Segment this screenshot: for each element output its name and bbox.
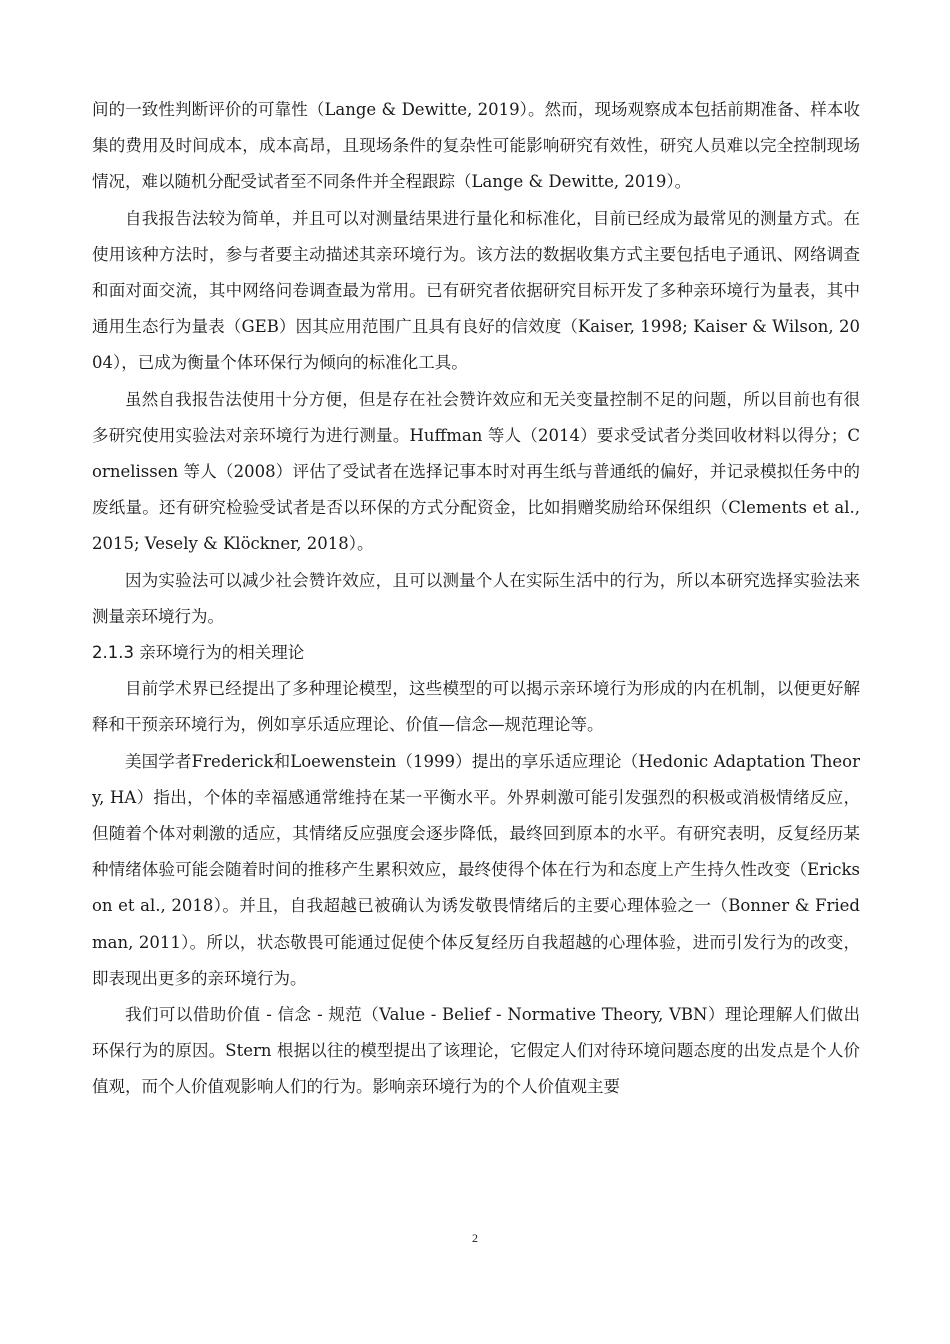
paragraph-vbn-theory: 我们可以借助价值 - 信念 - 规范（Value - Belief - Normative Theory, VBN）理论理解人们做出环保行为的原因。Stern 根据以往的模型提出了该理论，它假定人们对待环境问题态度的出发点是个人价值观，而个人价值观影响人们的行为。影响亲环境行为的个人价值观主要 — [92, 1005, 860, 1097]
section-heading: 2.1.3 亲环境行为的相关理论 — [92, 643, 305, 663]
paragraph-continued: 间的一致性判断评价的可靠性（Lange & Dewitte, 2019）。然而，现场观察成本包括前期准备、样本收集的费用及时间成本，成本高昂，且现场条件的复杂性可能影响研究有效性，研究人员难以完全控制现场情况，难以随机分配受试者至不同条件并全程跟踪（Lange & Dewitte, 2019）。 — [92, 100, 860, 192]
paragraph-theories-intro: 目前学术界已经提出了多种理论模型，这些模型的可以揭示亲环境行为形成的内在机制，以便更好解释和干预亲环境行为，例如享乐适应理论、价值—信念—规范理论等。 — [92, 679, 860, 735]
page-body — [92, 92, 860, 1106]
paragraph-self-report: 自我报告法较为简单，并且可以对测量结果进行量化和标准化，目前已经成为最常见的测量方式。在使用该种方法时，参与者要主动描述其亲环境行为。该方法的数据收集方式主要包括电子通讯、网络调查和面对面交流，其中网络问卷调查最为常用。已有研究者依据研究目标开发了多种亲环境行为量表，其中通用生态行为量表（GEB）因其应用范围广且具有良好的信效度（Kaiser, 1998; Kaiser & Wilson, 2004），已成为衡量个体环保行为倾向的标准化工具。 — [92, 208, 860, 373]
paragraph-hedonic-adaptation: 美国学者Frederick和Loewenstein（1999）提出的享乐适应理论（Hedonic Adaptation Theory, HA）指出，个体的幸福感通常维持在某一平衡水平。外界刺激可能引发强烈的积极或消极情绪反应，但随着个体对刺激的适应，其情绪反应强度会逐步降低，最终回到原本的水平。有研究表明，反复经历某种情绪体验可能会随着时间的推移产生累积效应，最终使得个体在行为和态度上产生持久性改变（Erickson et al., 2018）。并且，自我超越已被确认为诱发敬畏情绪后的主要心理体验之一（Bonner & Friedman, 2011）。所以，状态敬畏可能通过促使个体反复经历自我超越的心理体验，进而引发行为的改变，即表现出更多的亲环境行为。 — [92, 751, 860, 988]
page-number: 2 — [472, 1231, 478, 1245]
paragraph-experiment: 虽然自我报告法使用十分方便，但是存在社会赞许效应和无关变量控制不足的问题，所以目前也有很多研究使用实验法对亲环境行为进行测量。Huffman 等人（2014）要求受试者分类回收材料以得分；Cornelissen 等人（2008）评估了受试者在选择记事本时对再生纸与普通纸的偏好，并记录模拟任务中的废纸量。还有研究检验受试者是否以环保的方式分配资金，比如捐赠奖励给环保组织（Clements et al., 2015; Vesely & Klöckner, 2018）。 — [92, 389, 860, 554]
paragraph-method-choice: 因为实验法可以减少社会赞许效应，且可以测量个人在实际生活中的行为，所以本研究选择实验法来测量亲环境行为。 — [92, 570, 860, 626]
